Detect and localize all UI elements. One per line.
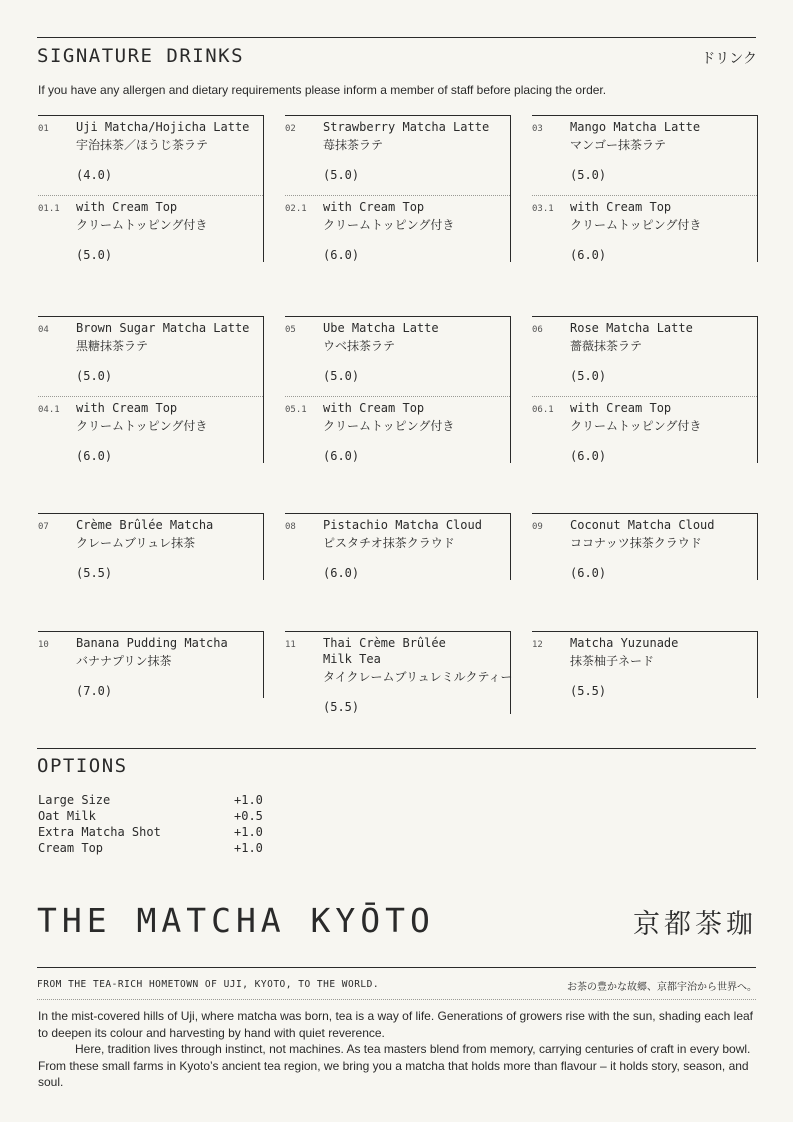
option-price: +1.0 [234,793,263,807]
allergen-note: If you have any allergen and dietary requirements please inform a member of staff before placing the order. [38,83,607,97]
drink-number: 04 [38,325,49,335]
drink-name: Matcha Yuzunade [570,636,679,650]
option-name: Extra Matcha Shot [38,825,161,839]
card-frame [532,316,758,463]
tagline-jp: お茶の豊かな故郷、京都宇治から世界へ。 [567,982,757,993]
drink-number: 03.1 [532,204,554,214]
drink-name-jp: クリームトッピング付き [323,419,455,433]
drink-price: (5.5) [570,684,607,698]
drink-number: 07 [38,522,49,532]
drink-price: (6.0) [570,248,607,262]
drink-name-jp: バナナプリン抹茶 [76,654,172,668]
drink-number: 05.1 [285,405,307,415]
tagline: FROM THE TEA-RICH HOMETOWN OF UJI, KYOTO, TO THE WORLD. [37,979,380,990]
drink-price: (5.5) [76,566,113,580]
option-price: +0.5 [234,809,263,823]
drink-number: 03 [532,124,543,134]
drink-price: (4.0) [76,168,113,182]
drink-price: (5.0) [570,369,607,383]
section-title-jp: ドリンク [701,50,757,66]
footer-rule [37,967,756,968]
drink-number: 02 [285,124,296,134]
brand-name-jp: 京都茶珈 [633,909,757,939]
drink-price: (6.0) [323,449,360,463]
drink-name-jp: 抹茶柚子ネード [570,654,655,668]
drink-price: (6.0) [323,566,360,580]
options-rule [37,748,756,749]
card-frame [285,115,511,262]
divider [38,195,263,196]
drink-name: Rose Matcha Latte [570,321,693,335]
drink-price: (5.5) [323,700,360,714]
drink-number: 02.1 [285,204,307,214]
drink-name-jp: クリームトッピング付き [570,419,702,433]
drink-name: Strawberry Matcha Latte [323,120,490,134]
drink-name-jp: マンゴー抹茶ラテ [570,138,667,152]
drink-price: (6.0) [570,449,607,463]
story-paragraph: Here, tradition lives through instinct, not machines. As tea masters blend from memory, carrying centuries of craft in every bowl. From these small farms in Kyoto’s ancient tea region, we bring you a matcha that holds more than flavour – it holds story, season, and soul. [38,1042,751,1089]
drink-name: Brown Sugar Matcha Latte [76,321,250,335]
options-title: OPTIONS [37,755,128,777]
card-frame [38,316,264,463]
divider [532,396,757,397]
drink-name-jp: ウベ抹茶ラテ [323,339,396,353]
drink-name: Pistachio Matcha Cloud [323,518,482,532]
drink-price: (6.0) [570,566,607,580]
drink-name-jp: ピスタチオ抹茶クラウド [323,536,455,550]
drink-number: 10 [38,640,49,650]
drink-price: (6.0) [323,248,360,262]
option-name: Oat Milk [38,809,96,823]
drink-price: (5.0) [570,168,607,182]
drink-name-jp: 黒糖抹茶ラテ [76,339,149,353]
section-title: SIGNATURE DRINKS [37,45,245,67]
drink-name-line-2: Milk Tea [323,652,381,666]
drink-name: Ube Matcha Latte [323,321,439,335]
drink-name-jp: クレームブリュレ抹茶 [76,536,196,550]
drink-name-jp: ココナッツ抹茶クラウド [570,536,702,550]
divider [38,396,263,397]
drink-name-jp: 苺抹茶ラテ [323,138,384,152]
drink-number: 11 [285,640,296,650]
drink-name: Uji Matcha/Hojicha Latte [76,120,250,134]
brand-name: THE MATCHA KYŌTO [37,901,435,940]
divider [285,396,510,397]
drink-name: with Cream Top [76,200,178,214]
drink-price: (6.0) [76,449,113,463]
option-name: Cream Top [38,841,104,855]
drink-number: 06 [532,325,543,335]
drink-number: 01.1 [38,204,60,214]
top-rule [37,37,756,38]
drink-number: 12 [532,640,543,650]
drink-number: 04.1 [38,405,60,415]
drink-number: 06.1 [532,405,554,415]
drink-name-jp: クリームトッピング付き [570,218,702,232]
drink-number: 09 [532,522,543,532]
drink-number: 05 [285,325,296,335]
drink-price: (5.0) [76,369,113,383]
drink-name: Crème Brûlée Matcha [76,518,214,532]
drink-name-jp: クリームトッピング付き [323,218,455,232]
drink-name: Mango Matcha Latte [570,120,701,134]
drink-name: with Cream Top [570,200,672,214]
drink-name-jp: クリームトッピング付き [76,218,208,232]
drink-price: (5.0) [323,168,360,182]
drink-number: 01 [38,124,49,134]
card-frame [285,316,511,463]
drink-name: with Cream Top [323,401,425,415]
drink-name: Thai Crème Brûlée [323,636,446,650]
drink-name: with Cream Top [323,200,425,214]
drink-number: 08 [285,522,296,532]
drink-price: (5.0) [323,369,360,383]
story-paragraph: In the mist-covered hills of Uji, where matcha was born, tea is a way of life. Generations of growers rise with the sun, shading each leaf to deepen its colour and harvesting by hand with quiet reverence. [38,1009,754,1040]
drink-name: Coconut Matcha Cloud [570,518,715,532]
divider [532,195,757,196]
option-price: +1.0 [234,841,263,855]
drink-name: Banana Pudding Matcha [76,636,228,650]
divider [285,195,510,196]
drink-name-jp: 宇治抹茶／ほうじ茶ラテ [76,138,209,152]
drink-name-jp: 薔薇抹茶ラテ [570,339,643,353]
drink-name: with Cream Top [76,401,178,415]
drink-price: (5.0) [76,248,113,262]
drink-name-jp: クリームトッピング付き [76,419,208,433]
drink-price: (7.0) [76,684,113,698]
option-name: Large Size [38,793,111,807]
drink-name: with Cream Top [570,401,672,415]
story-text [38,1008,756,1091]
option-price: +1.0 [234,825,263,839]
drink-name-jp: タイクレームブリュレミルクティー [323,670,513,684]
tagline-divider [37,999,756,1000]
